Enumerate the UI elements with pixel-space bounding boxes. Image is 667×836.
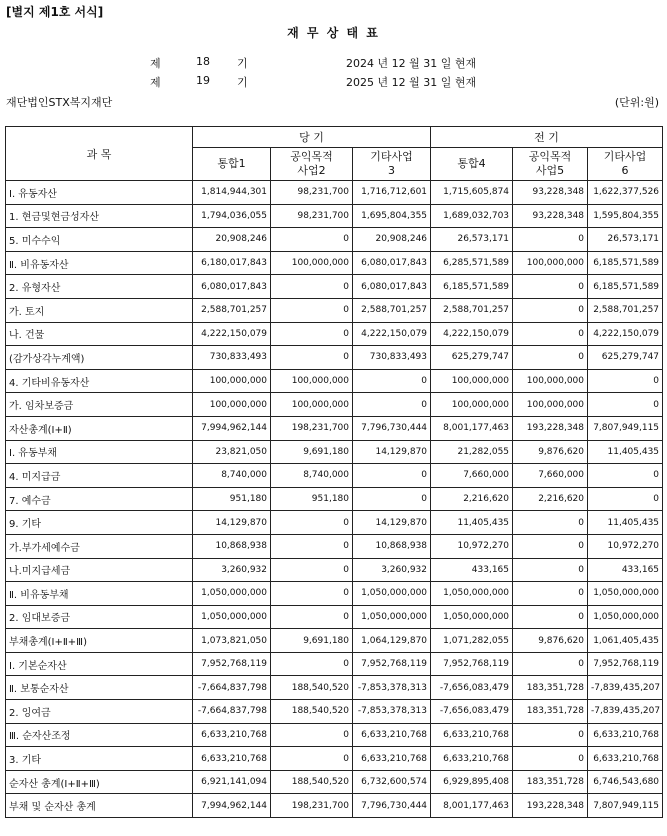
balance-sheet-body — [6, 181, 663, 818]
document-title: 재 무 상 태 표 — [287, 26, 380, 40]
account-name: Ⅲ. 순자산조정 — [6, 723, 193, 747]
amount-cell: 0 — [271, 534, 353, 558]
amount-cell: 0 — [271, 346, 353, 370]
account-name: Ⅰ. 유동부채 — [6, 440, 193, 464]
amount-cell: 98,231,700 — [271, 181, 353, 205]
amount-cell: 100,000,000 — [271, 251, 353, 275]
period-je: 제 — [150, 57, 161, 70]
amount-cell: 10,972,270 — [588, 534, 663, 558]
table-row — [6, 416, 663, 440]
amount-cell: 23,821,050 — [193, 440, 271, 464]
period-gi: 기 — [237, 76, 248, 89]
amount-cell: 0 — [353, 393, 431, 417]
amount-cell: 0 — [513, 298, 588, 322]
table-row — [6, 605, 663, 629]
amount-cell: 1,716,712,601 — [353, 181, 431, 205]
account-name: 부채총계(Ⅰ+Ⅱ+Ⅲ) — [6, 629, 193, 653]
table-row — [6, 582, 663, 606]
amount-cell: -7,853,378,313 — [353, 700, 431, 724]
amount-cell: 6,185,571,589 — [588, 275, 663, 299]
amount-cell: 6,633,210,768 — [193, 747, 271, 771]
amount-cell: 730,833,493 — [353, 346, 431, 370]
amount-cell: 100,000,000 — [271, 393, 353, 417]
amount-cell: 7,952,768,119 — [431, 652, 513, 676]
amount-cell: 0 — [271, 747, 353, 771]
amount-cell: 9,876,620 — [513, 440, 588, 464]
amount-cell: 951,180 — [193, 487, 271, 511]
amount-cell: 14,129,870 — [353, 440, 431, 464]
account-name: Ⅰ. 기본순자산 — [6, 652, 193, 676]
account-name: 4. 기타비유동자산 — [6, 369, 193, 393]
table-row — [6, 251, 663, 275]
amount-cell: 20,908,246 — [193, 228, 271, 252]
amount-cell: 1,050,000,000 — [193, 605, 271, 629]
account-name: 7. 예수금 — [6, 487, 193, 511]
column-header: 통합4 — [431, 148, 513, 181]
table-row — [6, 346, 663, 370]
amount-cell: 433,165 — [431, 558, 513, 582]
table-row — [6, 298, 663, 322]
amount-cell: 14,129,870 — [353, 511, 431, 535]
amount-cell: 1,814,944,301 — [193, 181, 271, 205]
amount-cell: 2,588,701,257 — [588, 298, 663, 322]
table-row — [6, 440, 663, 464]
amount-cell: 1,050,000,000 — [431, 605, 513, 629]
table-row — [6, 487, 663, 511]
amount-cell: 7,952,768,119 — [353, 652, 431, 676]
amount-cell: 6,633,210,768 — [431, 747, 513, 771]
amount-cell: 193,228,348 — [513, 794, 588, 818]
amount-cell: 6,921,141,094 — [193, 770, 271, 794]
amount-cell: 1,689,032,703 — [431, 204, 513, 228]
amount-cell: 4,222,150,079 — [588, 322, 663, 346]
amount-cell: 6,080,017,843 — [193, 275, 271, 299]
account-name: 자산총계(Ⅰ+Ⅱ) — [6, 416, 193, 440]
column-header: 기타사업 3 — [353, 148, 431, 181]
amount-cell: 1,050,000,000 — [353, 582, 431, 606]
table-row — [6, 181, 663, 205]
column-header: 통합1 — [193, 148, 271, 181]
amount-cell: 0 — [271, 298, 353, 322]
amount-cell: 188,540,520 — [271, 770, 353, 794]
unit-label: (단위:원) — [614, 96, 659, 109]
amount-cell: 0 — [353, 369, 431, 393]
amount-cell: 10,868,938 — [193, 534, 271, 558]
amount-cell: 8,740,000 — [271, 464, 353, 488]
amount-cell: 3,260,932 — [193, 558, 271, 582]
amount-cell: 8,740,000 — [193, 464, 271, 488]
amount-cell: 11,405,435 — [431, 511, 513, 535]
amount-cell: 0 — [513, 652, 588, 676]
table-row — [6, 275, 663, 299]
amount-cell: 0 — [588, 464, 663, 488]
table-row — [6, 558, 663, 582]
account-name: 4. 미지급금 — [6, 464, 193, 488]
amount-cell: 6,633,210,768 — [193, 723, 271, 747]
amount-cell: 0 — [513, 723, 588, 747]
amount-cell: 14,129,870 — [193, 511, 271, 535]
amount-cell: 100,000,000 — [193, 369, 271, 393]
amount-cell: 6,080,017,843 — [353, 275, 431, 299]
amount-cell: 625,279,747 — [431, 346, 513, 370]
amount-cell: 6,746,543,680 — [588, 770, 663, 794]
account-name: Ⅱ. 비유동자산 — [6, 251, 193, 275]
amount-cell: 11,405,435 — [588, 511, 663, 535]
amount-cell: 198,231,700 — [271, 794, 353, 818]
account-name: 가. 임차보증금 — [6, 393, 193, 417]
amount-cell: 6,633,210,768 — [353, 723, 431, 747]
amount-cell: 26,573,171 — [431, 228, 513, 252]
form-label: [별지 제1호 서식] — [6, 5, 104, 19]
amount-cell: 1,050,000,000 — [588, 605, 663, 629]
amount-cell: 0 — [513, 228, 588, 252]
column-header: 공익목적 사업2 — [271, 148, 353, 181]
amount-cell: 7,796,730,444 — [353, 416, 431, 440]
period-date: 2024 년 12 월 31 일 현재 — [346, 57, 477, 70]
amount-cell: 6,732,600,574 — [353, 770, 431, 794]
account-name: (감가상각누계액) — [6, 346, 193, 370]
table-row — [6, 723, 663, 747]
amount-cell: 10,972,270 — [431, 534, 513, 558]
amount-cell: 0 — [271, 322, 353, 346]
amount-cell: 1,050,000,000 — [588, 582, 663, 606]
amount-cell: -7,656,083,479 — [431, 700, 513, 724]
amount-cell: 730,833,493 — [193, 346, 271, 370]
table-row — [6, 464, 663, 488]
amount-cell: 0 — [271, 652, 353, 676]
amount-cell: 198,231,700 — [271, 416, 353, 440]
table-row — [6, 393, 663, 417]
account-name: 2. 잉여금 — [6, 700, 193, 724]
amount-cell: 1,050,000,000 — [193, 582, 271, 606]
table-row — [6, 204, 663, 228]
amount-cell: 100,000,000 — [513, 369, 588, 393]
account-name: 2. 임대보증금 — [6, 605, 193, 629]
amount-cell: 951,180 — [271, 487, 353, 511]
amount-cell: 1,050,000,000 — [353, 605, 431, 629]
amount-cell: 6,633,210,768 — [588, 723, 663, 747]
amount-cell: 93,228,348 — [513, 181, 588, 205]
amount-cell: 183,351,728 — [513, 700, 588, 724]
amount-cell: 0 — [513, 346, 588, 370]
table-row — [6, 369, 663, 393]
account-name: 5. 미수수익 — [6, 228, 193, 252]
amount-cell: 0 — [271, 228, 353, 252]
table-row — [6, 629, 663, 653]
amount-cell: 7,807,949,115 — [588, 794, 663, 818]
amount-cell: 0 — [513, 747, 588, 771]
amount-cell: 7,796,730,444 — [353, 794, 431, 818]
amount-cell: 8,001,177,463 — [431, 416, 513, 440]
amount-cell: 0 — [513, 582, 588, 606]
table-row — [6, 322, 663, 346]
amount-cell: 0 — [271, 275, 353, 299]
amount-cell: 11,405,435 — [588, 440, 663, 464]
amount-cell: 0 — [353, 464, 431, 488]
amount-cell: 0 — [353, 487, 431, 511]
table-row — [6, 534, 663, 558]
header-row — [6, 127, 663, 148]
amount-cell: 1,715,605,874 — [431, 181, 513, 205]
account-header: 과 목 — [6, 127, 193, 181]
amount-cell: 433,165 — [588, 558, 663, 582]
amount-cell: 6,929,895,408 — [431, 770, 513, 794]
amount-cell: 93,228,348 — [513, 204, 588, 228]
period-number: 19 — [196, 74, 210, 87]
amount-cell: 10,868,938 — [353, 534, 431, 558]
amount-cell: 4,222,150,079 — [353, 322, 431, 346]
account-name: 부채 및 순자산 총계 — [6, 794, 193, 818]
amount-cell: 1,073,821,050 — [193, 629, 271, 653]
amount-cell: -7,853,378,313 — [353, 676, 431, 700]
amount-cell: 9,691,180 — [271, 629, 353, 653]
table-row — [6, 747, 663, 771]
amount-cell: 20,908,246 — [353, 228, 431, 252]
amount-cell: 625,279,747 — [588, 346, 663, 370]
amount-cell: 1,071,282,055 — [431, 629, 513, 653]
amount-cell: 2,588,701,257 — [431, 298, 513, 322]
amount-cell: -7,656,083,479 — [431, 676, 513, 700]
amount-cell: 100,000,000 — [513, 251, 588, 275]
amount-cell: 0 — [271, 558, 353, 582]
amount-cell: -7,839,435,207 — [588, 676, 663, 700]
amount-cell: 0 — [513, 558, 588, 582]
amount-cell: -7,839,435,207 — [588, 700, 663, 724]
amount-cell: 0 — [271, 511, 353, 535]
amount-cell: 0 — [588, 393, 663, 417]
amount-cell: 98,231,700 — [271, 204, 353, 228]
account-name: 9. 기타 — [6, 511, 193, 535]
account-name: 나.미지급세금 — [6, 558, 193, 582]
amount-cell: 2,216,620 — [431, 487, 513, 511]
column-header: 기타사업 6 — [588, 148, 663, 181]
amount-cell: 7,994,962,144 — [193, 416, 271, 440]
amount-cell: 7,952,768,119 — [193, 652, 271, 676]
amount-cell: 7,660,000 — [513, 464, 588, 488]
table-row — [6, 676, 663, 700]
account-name: Ⅰ. 유동자산 — [6, 181, 193, 205]
amount-cell: 2,588,701,257 — [353, 298, 431, 322]
account-name: 순자산 총계(Ⅰ+Ⅱ+Ⅲ) — [6, 770, 193, 794]
amount-cell: 6,185,571,589 — [431, 275, 513, 299]
amount-cell: 6,180,017,843 — [193, 251, 271, 275]
amount-cell: 8,001,177,463 — [431, 794, 513, 818]
amount-cell: 1,695,804,355 — [353, 204, 431, 228]
amount-cell: 6,633,210,768 — [353, 747, 431, 771]
amount-cell: -7,664,837,798 — [193, 676, 271, 700]
amount-cell: 1,064,129,870 — [353, 629, 431, 653]
amount-cell: 188,540,520 — [271, 700, 353, 724]
amount-cell: 100,000,000 — [431, 369, 513, 393]
amount-cell: 2,588,701,257 — [193, 298, 271, 322]
amount-cell: 183,351,728 — [513, 676, 588, 700]
period-date: 2025 년 12 월 31 일 현재 — [346, 76, 477, 89]
previous-period-header: 전 기 — [431, 127, 663, 148]
period-gi: 기 — [237, 57, 248, 70]
amount-cell: 26,573,171 — [588, 228, 663, 252]
column-header: 공익목적 사업5 — [513, 148, 588, 181]
amount-cell: 0 — [513, 511, 588, 535]
amount-cell: 183,351,728 — [513, 770, 588, 794]
period-je: 제 — [150, 76, 161, 89]
amount-cell: 100,000,000 — [193, 393, 271, 417]
account-name: 1. 현금및현금성자산 — [6, 204, 193, 228]
table-row — [6, 794, 663, 818]
amount-cell: -7,664,837,798 — [193, 700, 271, 724]
amount-cell: 100,000,000 — [271, 369, 353, 393]
amount-cell: 0 — [513, 534, 588, 558]
amount-cell: 188,540,520 — [271, 676, 353, 700]
amount-cell: 6,185,571,589 — [588, 251, 663, 275]
amount-cell: 7,952,768,119 — [588, 652, 663, 676]
amount-cell: 0 — [271, 723, 353, 747]
amount-cell: 0 — [271, 582, 353, 606]
account-name: Ⅱ. 보통순자산 — [6, 676, 193, 700]
amount-cell: 1,595,804,355 — [588, 204, 663, 228]
amount-cell: 0 — [513, 275, 588, 299]
current-period-header: 당 기 — [193, 127, 431, 148]
amount-cell: 6,285,571,589 — [431, 251, 513, 275]
period-number: 18 — [196, 55, 210, 68]
amount-cell: 0 — [513, 605, 588, 629]
account-name: 가. 토지 — [6, 298, 193, 322]
table-row — [6, 700, 663, 724]
amount-cell: 1,794,036,055 — [193, 204, 271, 228]
amount-cell: 0 — [588, 369, 663, 393]
table-row — [6, 770, 663, 794]
account-name: 가.부가세예수금 — [6, 534, 193, 558]
amount-cell: 1,622,377,526 — [588, 181, 663, 205]
amount-cell: 0 — [513, 322, 588, 346]
balance-sheet-table — [5, 126, 663, 818]
amount-cell: 1,061,405,435 — [588, 629, 663, 653]
account-name: Ⅱ. 비유동부채 — [6, 582, 193, 606]
amount-cell: 4,222,150,079 — [431, 322, 513, 346]
amount-cell: 9,876,620 — [513, 629, 588, 653]
table-row — [6, 228, 663, 252]
account-name: 3. 기타 — [6, 747, 193, 771]
table-row — [6, 511, 663, 535]
amount-cell: 3,260,932 — [353, 558, 431, 582]
amount-cell: 9,691,180 — [271, 440, 353, 464]
table-row — [6, 652, 663, 676]
amount-cell: 4,222,150,079 — [193, 322, 271, 346]
account-name: 나. 건물 — [6, 322, 193, 346]
amount-cell: 6,633,210,768 — [588, 747, 663, 771]
amount-cell: 0 — [271, 605, 353, 629]
amount-cell: 100,000,000 — [513, 393, 588, 417]
amount-cell: 6,633,210,768 — [431, 723, 513, 747]
amount-cell: 0 — [588, 487, 663, 511]
amount-cell: 7,807,949,115 — [588, 416, 663, 440]
account-name: 2. 유형자산 — [6, 275, 193, 299]
amount-cell: 100,000,000 — [431, 393, 513, 417]
amount-cell: 2,216,620 — [513, 487, 588, 511]
amount-cell: 1,050,000,000 — [431, 582, 513, 606]
amount-cell: 7,994,962,144 — [193, 794, 271, 818]
amount-cell: 6,080,017,843 — [353, 251, 431, 275]
amount-cell: 7,660,000 — [431, 464, 513, 488]
organization-name: 재단법인STX복지재단 — [6, 96, 113, 109]
amount-cell: 193,228,348 — [513, 416, 588, 440]
amount-cell: 21,282,055 — [431, 440, 513, 464]
